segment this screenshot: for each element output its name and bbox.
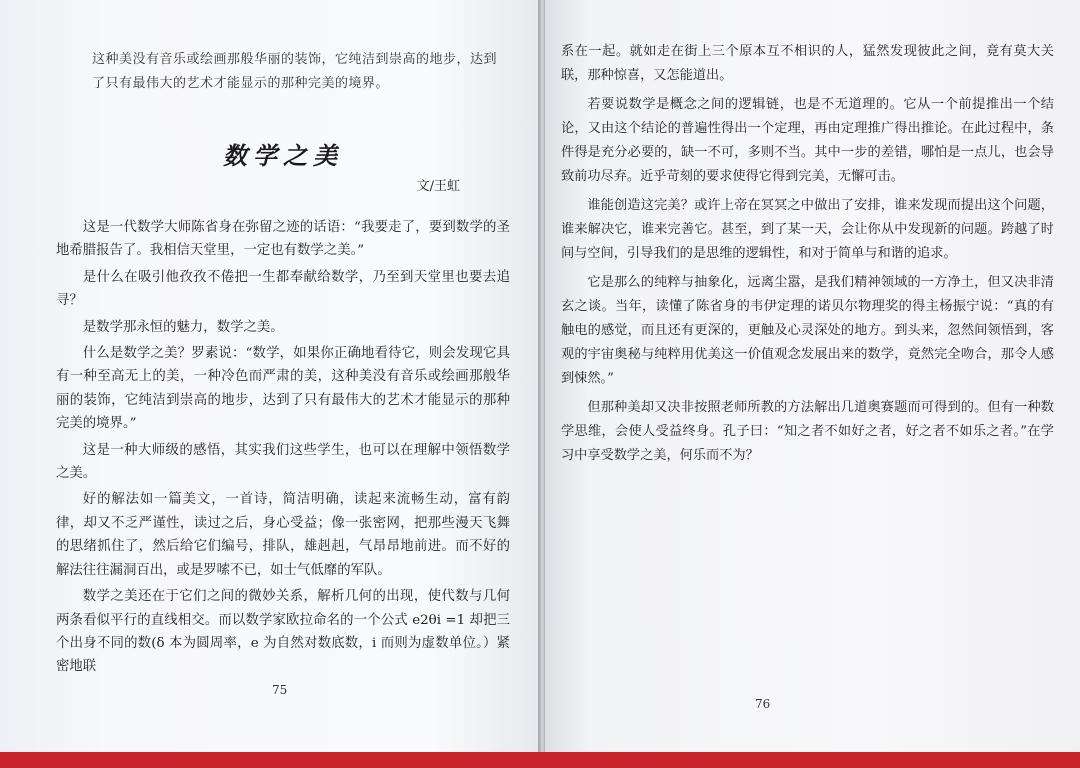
paragraph: 好的解法如一篇美文，一首诗，简洁明确，读起来流畅生动，富有韵律，却又不乏严谨性，读过之后，身心受益；像一张密网，把那些漫天飞舞的思绪抓住了，然后给它们编号，排队，雄赳赳，气昂昂地前进。而不好的解法往往漏洞百出，或是罗嗦不已，如士气低靡的军队。 bbox=[56, 492, 510, 578]
paragraph: 是数学那永恒的魅力，数学之美。 bbox=[82, 319, 284, 335]
left-page bbox=[0, 0, 540, 752]
paragraph: 这是一种大师级的感悟，其实我们这些学生，也可以在理解中领悟数学之美。 bbox=[56, 442, 510, 482]
intro-epigraph: 这种美没有音乐或绘画那般华丽的装饰，它纯洁到崇高的地步，达到了只有最伟大的艺术才能显示的那种完美的境界。 bbox=[92, 52, 498, 91]
article-author: 文/王虹 bbox=[416, 179, 460, 194]
paragraph: 是什么在吸引他孜孜不倦把一生都奉献给数学，乃至到天堂里也要去追寻？ bbox=[56, 269, 510, 309]
paragraph: 什么是数学之美？罗素说：“数学，如果你正确地看待它，则会发现它具有一种至高无上的美，一种冷色而严肃的美，这种美没有音乐或绘画那般华丽的装饰，它纯洁到崇高的地步，达到了只有最伟大的艺术才能显示的那种完美的境界。” bbox=[56, 346, 510, 432]
paragraph: 但那种美却又决非按照老师所教的方法解出几道奥赛题而可得到的。但有一种数学思维，会使人受益终身。孔子曰：“知之者不如好之者，好之者不如乐之者。”在学习中享受数学之美，何乐而不为？ bbox=[561, 400, 1054, 463]
page-number: 75 bbox=[272, 683, 288, 697]
paragraph: 这是一代数学大师陈省身在弥留之迹的话语：“我要走了，要到数学的圣地希腊报告了。我相信天堂里，一定也有数学之美。” bbox=[56, 220, 510, 259]
paragraph: 它是那么的纯粹与抽象化，远离尘嚣，是我们精神领域的一方净土，但又决非清玄之谈。当年，读懂了陈省身的韦伊定理的诺贝尔物理奖的得主杨振宁说：“真的有触电的感觉，而且还有更深的，更触及心灵深处的地方。到头来，忽然间领悟到，客观的宇宙奥秘与纯粹用优美这一价值观念发展出来的数学，竟然完全吻合，那令人感到悚然。” bbox=[561, 275, 1054, 386]
paragraph: 若要说数学是概念之间的逻辑链，也是不无道理的。它从一个前提推出一个结论，又由这个结论的普遍性得出一个定理，再由定理推广得出推论。在此过程中，条件得是充分必要的，缺一不可，多则不当。其中一步的差错，哪怕是一点儿，也会导致前功尽弃。近乎苛刻的要求使得它得到完美，无懈可击。 bbox=[561, 97, 1054, 184]
paragraph: 数学之美还在于它们之间的微妙关系，解析几何的出现，使代数与几何两条看似平行的直线相交。而以数学家欧拉命名的一个公式 e2θi =1 却把三个出身不同的数(δ 本为圆周率，e 为自然对数底数，i 而则为虚数单位。）紧密地联 bbox=[56, 589, 510, 675]
paragraph: 系在一起。就如走在街上三个原本互不相识的人，猛然发现彼此之间，竟有莫大关联，那种惊喜，又怎能道出。 bbox=[561, 44, 1054, 83]
right-page bbox=[545, 0, 1080, 752]
page-number: 76 bbox=[755, 697, 771, 711]
paragraph: 谁能创造这完美？或许上帝在冥冥之中做出了安排，谁来发现而提出这个问题，谁来解决它，谁来完善它。甚至，到了某一天，会让你从中发现新的问题。跨越了时间与空间，引导我们的是思维的逻辑性，和对于简单与和谐的追求。 bbox=[561, 198, 1054, 261]
article-title: 数学之美 bbox=[223, 141, 343, 170]
